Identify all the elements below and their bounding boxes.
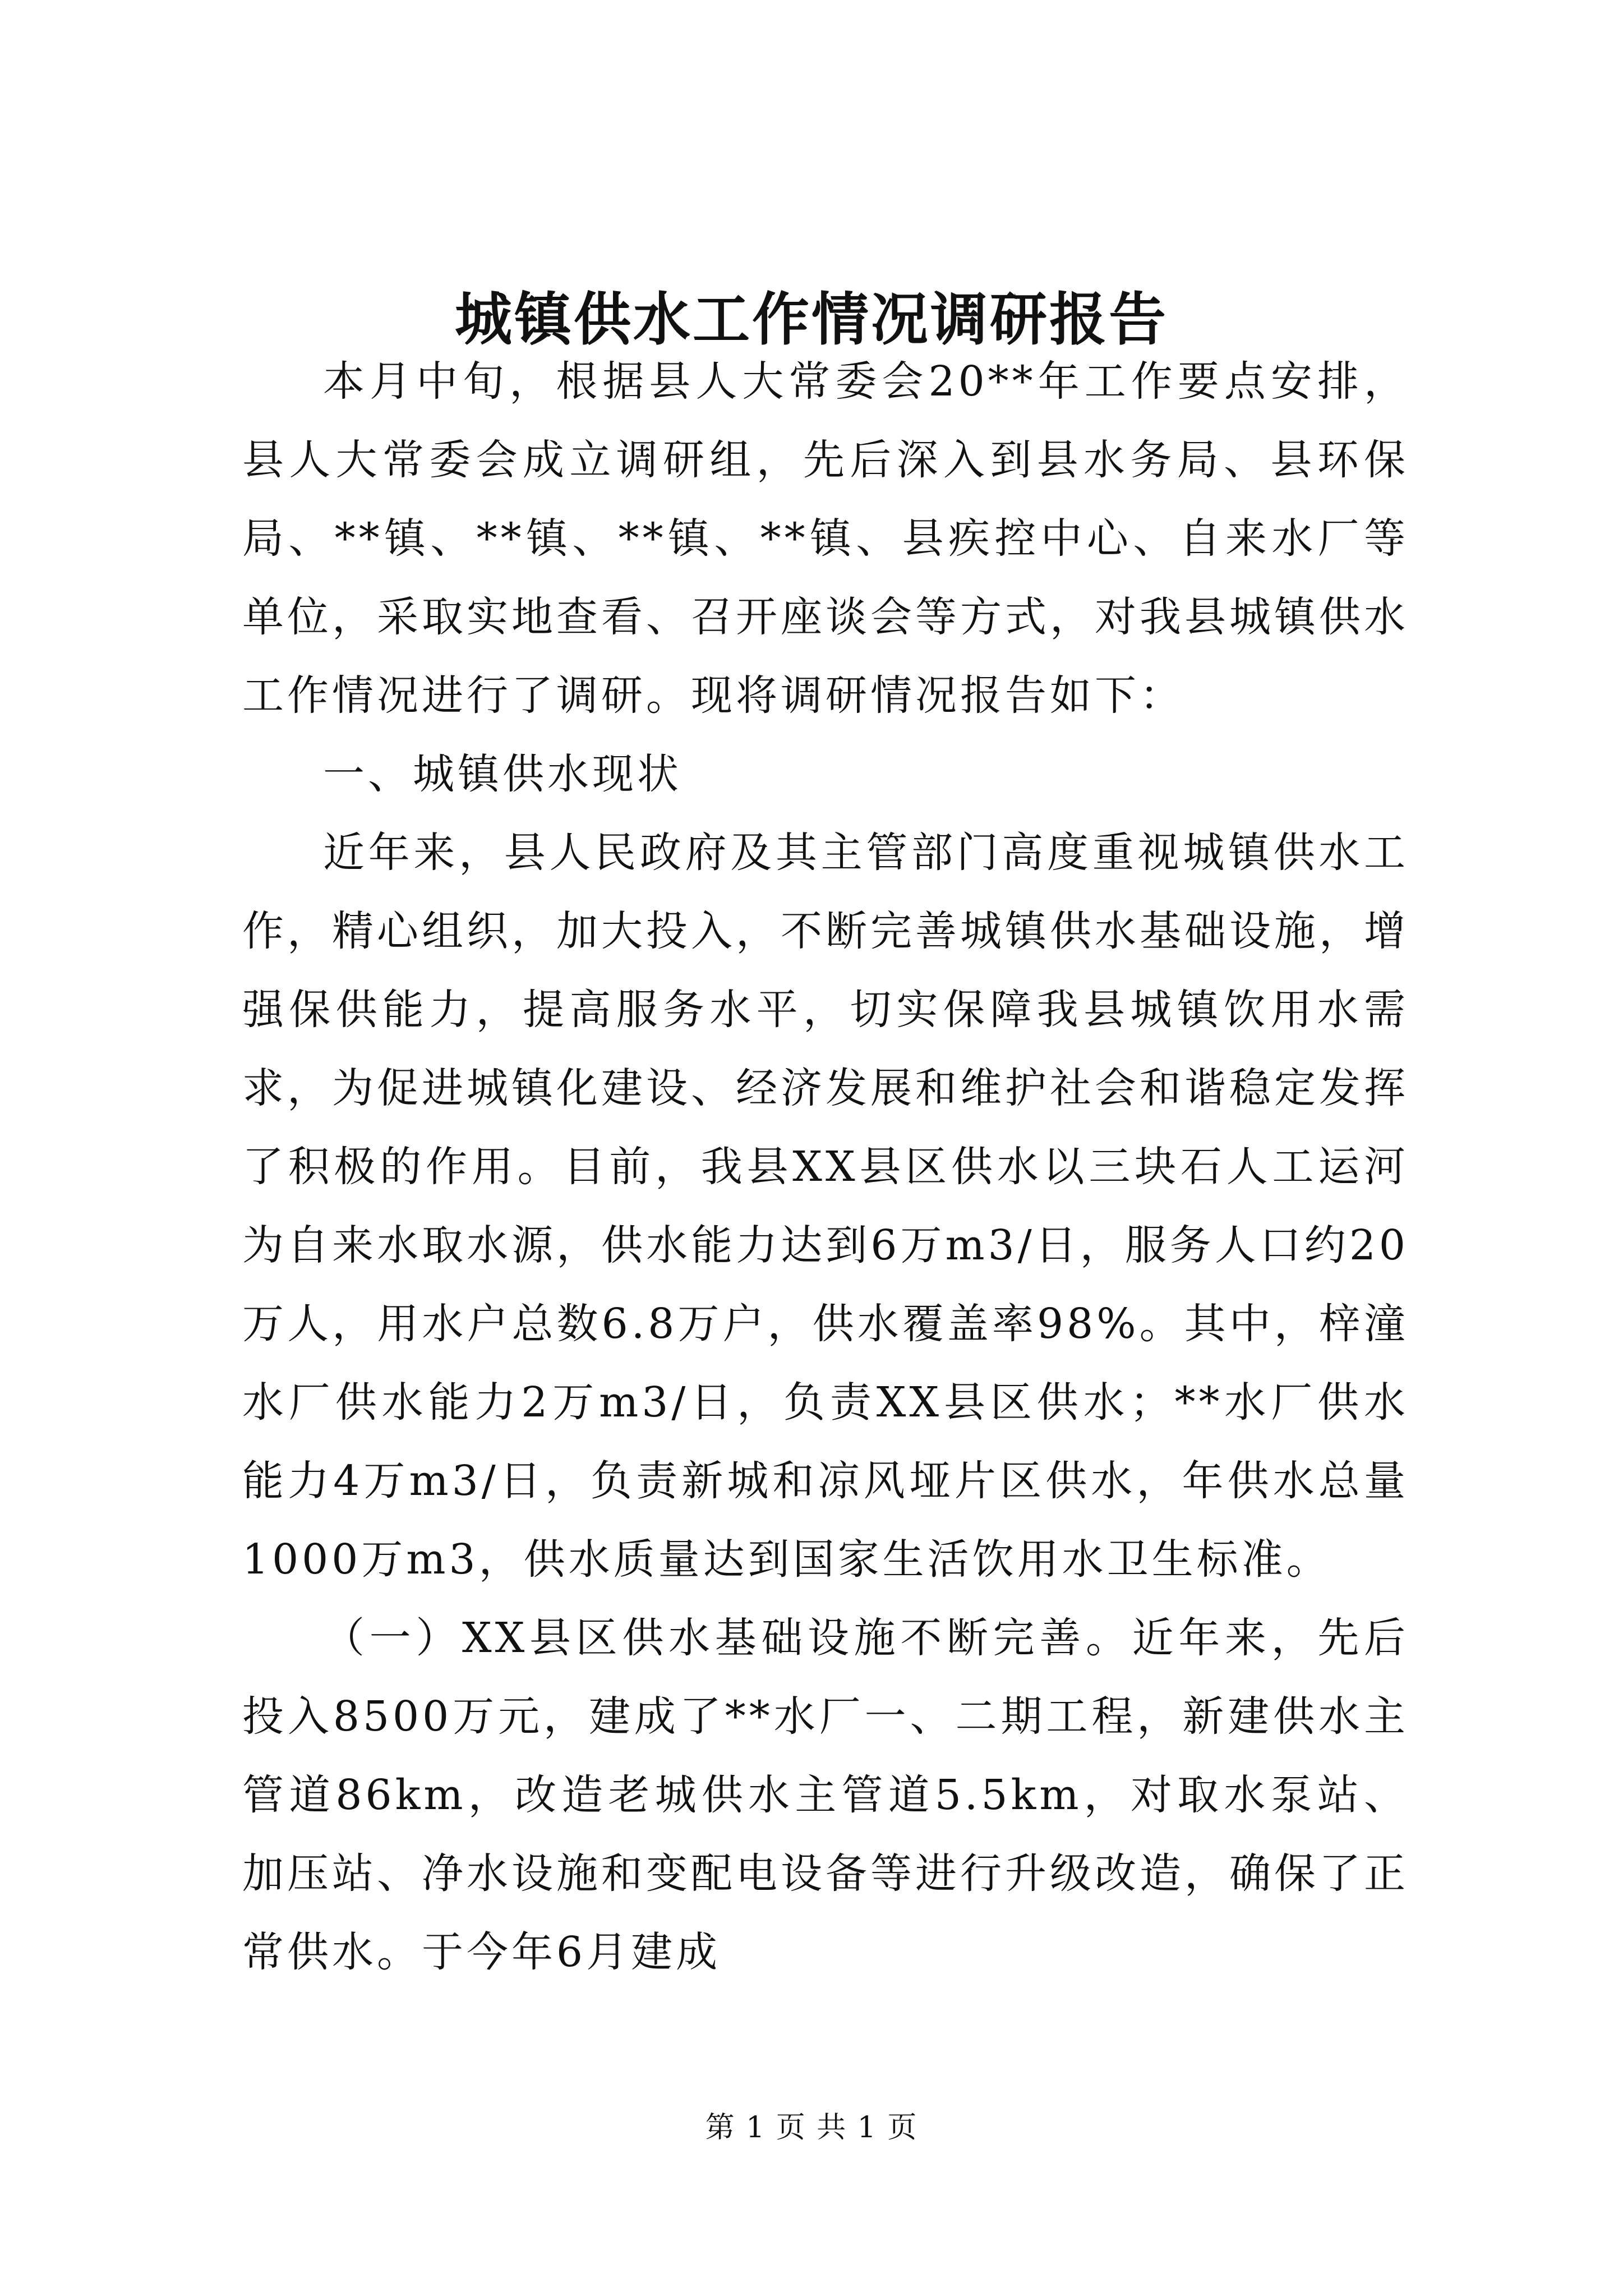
paragraph-status: 近年来，县人民政府及其主管部门高度重视城镇供水工作，精心组织，加大投入，不断完善城镇供水基础设施，增强保供能力，提高服务水平，切实保障我县城镇饮用水需求，为促进城镇化建设、经济发展和维护社会和谐稳定发挥了积极的作用。目前，我县XX县区供水以三块石人工运河为自来水取水源，供水能力达到6万m3/日，服务人口约20万人，用水户总数6.8万户，供水覆盖率98%。其中，梓潼水厂供水能力2万m3/日，负责XX县区供水；**水厂供水能力4万m3/日，负责新城和凉风垭片区供水，年供水总量1000万m3，供水质量达到国家生活饮用水卫生标准。: [242, 829, 1409, 1584]
section-heading: 一、城镇供水现状: [323, 750, 682, 798]
document-title: 城镇供水工作情况调研报告: [455, 286, 1168, 353]
paragraph-intro: 本月中旬，根据县人大常委会20**年工作要点安排，县人大常委会成立调研组，先后深入到县水务局、县环保局、**镇、**镇、**镇、**镇、县疾控中心、自来水厂等单位，采取实地查看、召开座谈会等方式，对我县城镇供水工作情况进行了调研。现将调研情况报告如下：: [242, 357, 1409, 720]
page-number-footer: 第 1 页 共 1 页: [705, 2111, 918, 2145]
document-body: [242, 342, 1409, 1991]
paragraph-infrastructure: （一）XX县区供水基础设施不断完善。近年来，先后投入8500万元，建成了**水厂一、二期工程，新建供水主管道86km，改造老城供水主管道5.5km，对取水泵站、加压站、净水设施和变配电设备等进行升级改造，确保了正常供水。于今年6月建成: [242, 1614, 1409, 1976]
